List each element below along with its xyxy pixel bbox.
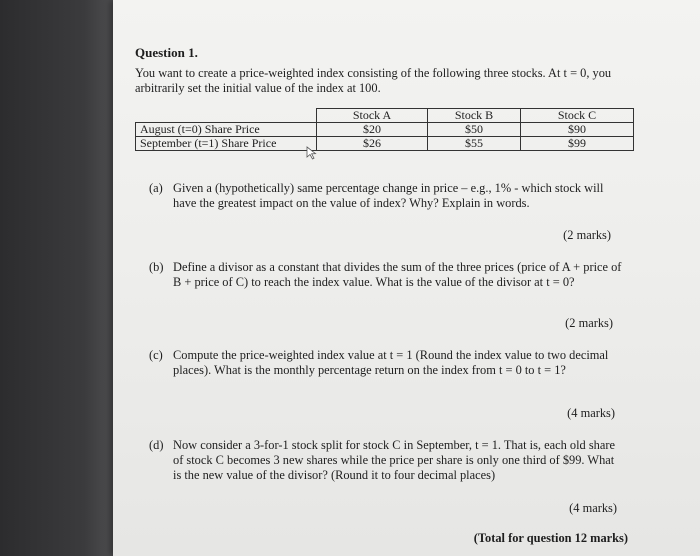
price-b-august: $50 xyxy=(428,123,521,137)
part-d-label: (d) xyxy=(149,438,164,452)
part-d-marks: (4 marks) xyxy=(569,501,617,515)
share-price-table xyxy=(135,108,634,151)
part-c-label: (c) xyxy=(149,348,163,362)
table-corner xyxy=(136,109,317,123)
price-a-september: $26 xyxy=(317,137,428,151)
part-b-marks: (2 marks) xyxy=(565,316,613,330)
table-header-row xyxy=(136,109,634,123)
table-row xyxy=(136,123,634,137)
header-stock-b: Stock B xyxy=(428,109,521,123)
part-b-text: Define a divisor as a constant that divides the sum of the three prices (price of A + price of B + price of C) to reach the index value. What is the value of the divisor at t = 0? xyxy=(173,260,622,289)
part-d-text: Now consider a 3-for-1 stock split for stock C in September, t = 1. That is, each old share of stock C becomes 3 new shares while the price per share is only one third of $99. What is the new value of the divisor? (Round it to four decimal places) xyxy=(173,438,615,482)
row-label-september: September (t=1) Share Price xyxy=(136,137,317,151)
part-a-label: (a) xyxy=(149,181,163,195)
mouse-cursor-icon xyxy=(306,146,318,160)
part-b xyxy=(149,260,623,290)
row-label-august: August (t=0) Share Price xyxy=(136,123,317,137)
part-d xyxy=(149,438,619,483)
part-c-text: Compute the price-weighted index value at t = 1 (Round the index value to two decimal places). What is the monthly percentage return on the index from t = 0 to t = 1? xyxy=(173,348,609,377)
price-c-august: $90 xyxy=(521,123,634,137)
question-title: Question 1. xyxy=(135,45,198,60)
part-c-marks: (4 marks) xyxy=(567,406,615,420)
header-stock-a: Stock A xyxy=(317,109,428,123)
price-c-september: $99 xyxy=(521,137,634,151)
part-a-marks: (2 marks) xyxy=(563,228,611,242)
price-a-august: $20 xyxy=(317,123,428,137)
total-marks: (Total for question 12 marks) xyxy=(473,531,628,545)
part-c xyxy=(149,348,619,378)
question-intro: You want to create a price-weighted index consisting of the following three stocks. At t = 0, you arbitrarily set the initial value of the index at 100. xyxy=(135,66,612,95)
part-a xyxy=(149,181,613,211)
exam-paper xyxy=(113,0,700,556)
part-b-label: (b) xyxy=(149,260,164,274)
price-b-september: $55 xyxy=(428,137,521,151)
header-stock-c: Stock C xyxy=(521,109,634,123)
desk-background xyxy=(0,0,120,556)
part-a-text: Given a (hypothetically) same percentage change in price – e.g., 1% - which stock will have the greatest impact on the value of index? Why? Explain in words. xyxy=(173,181,604,210)
table-row xyxy=(136,137,634,151)
